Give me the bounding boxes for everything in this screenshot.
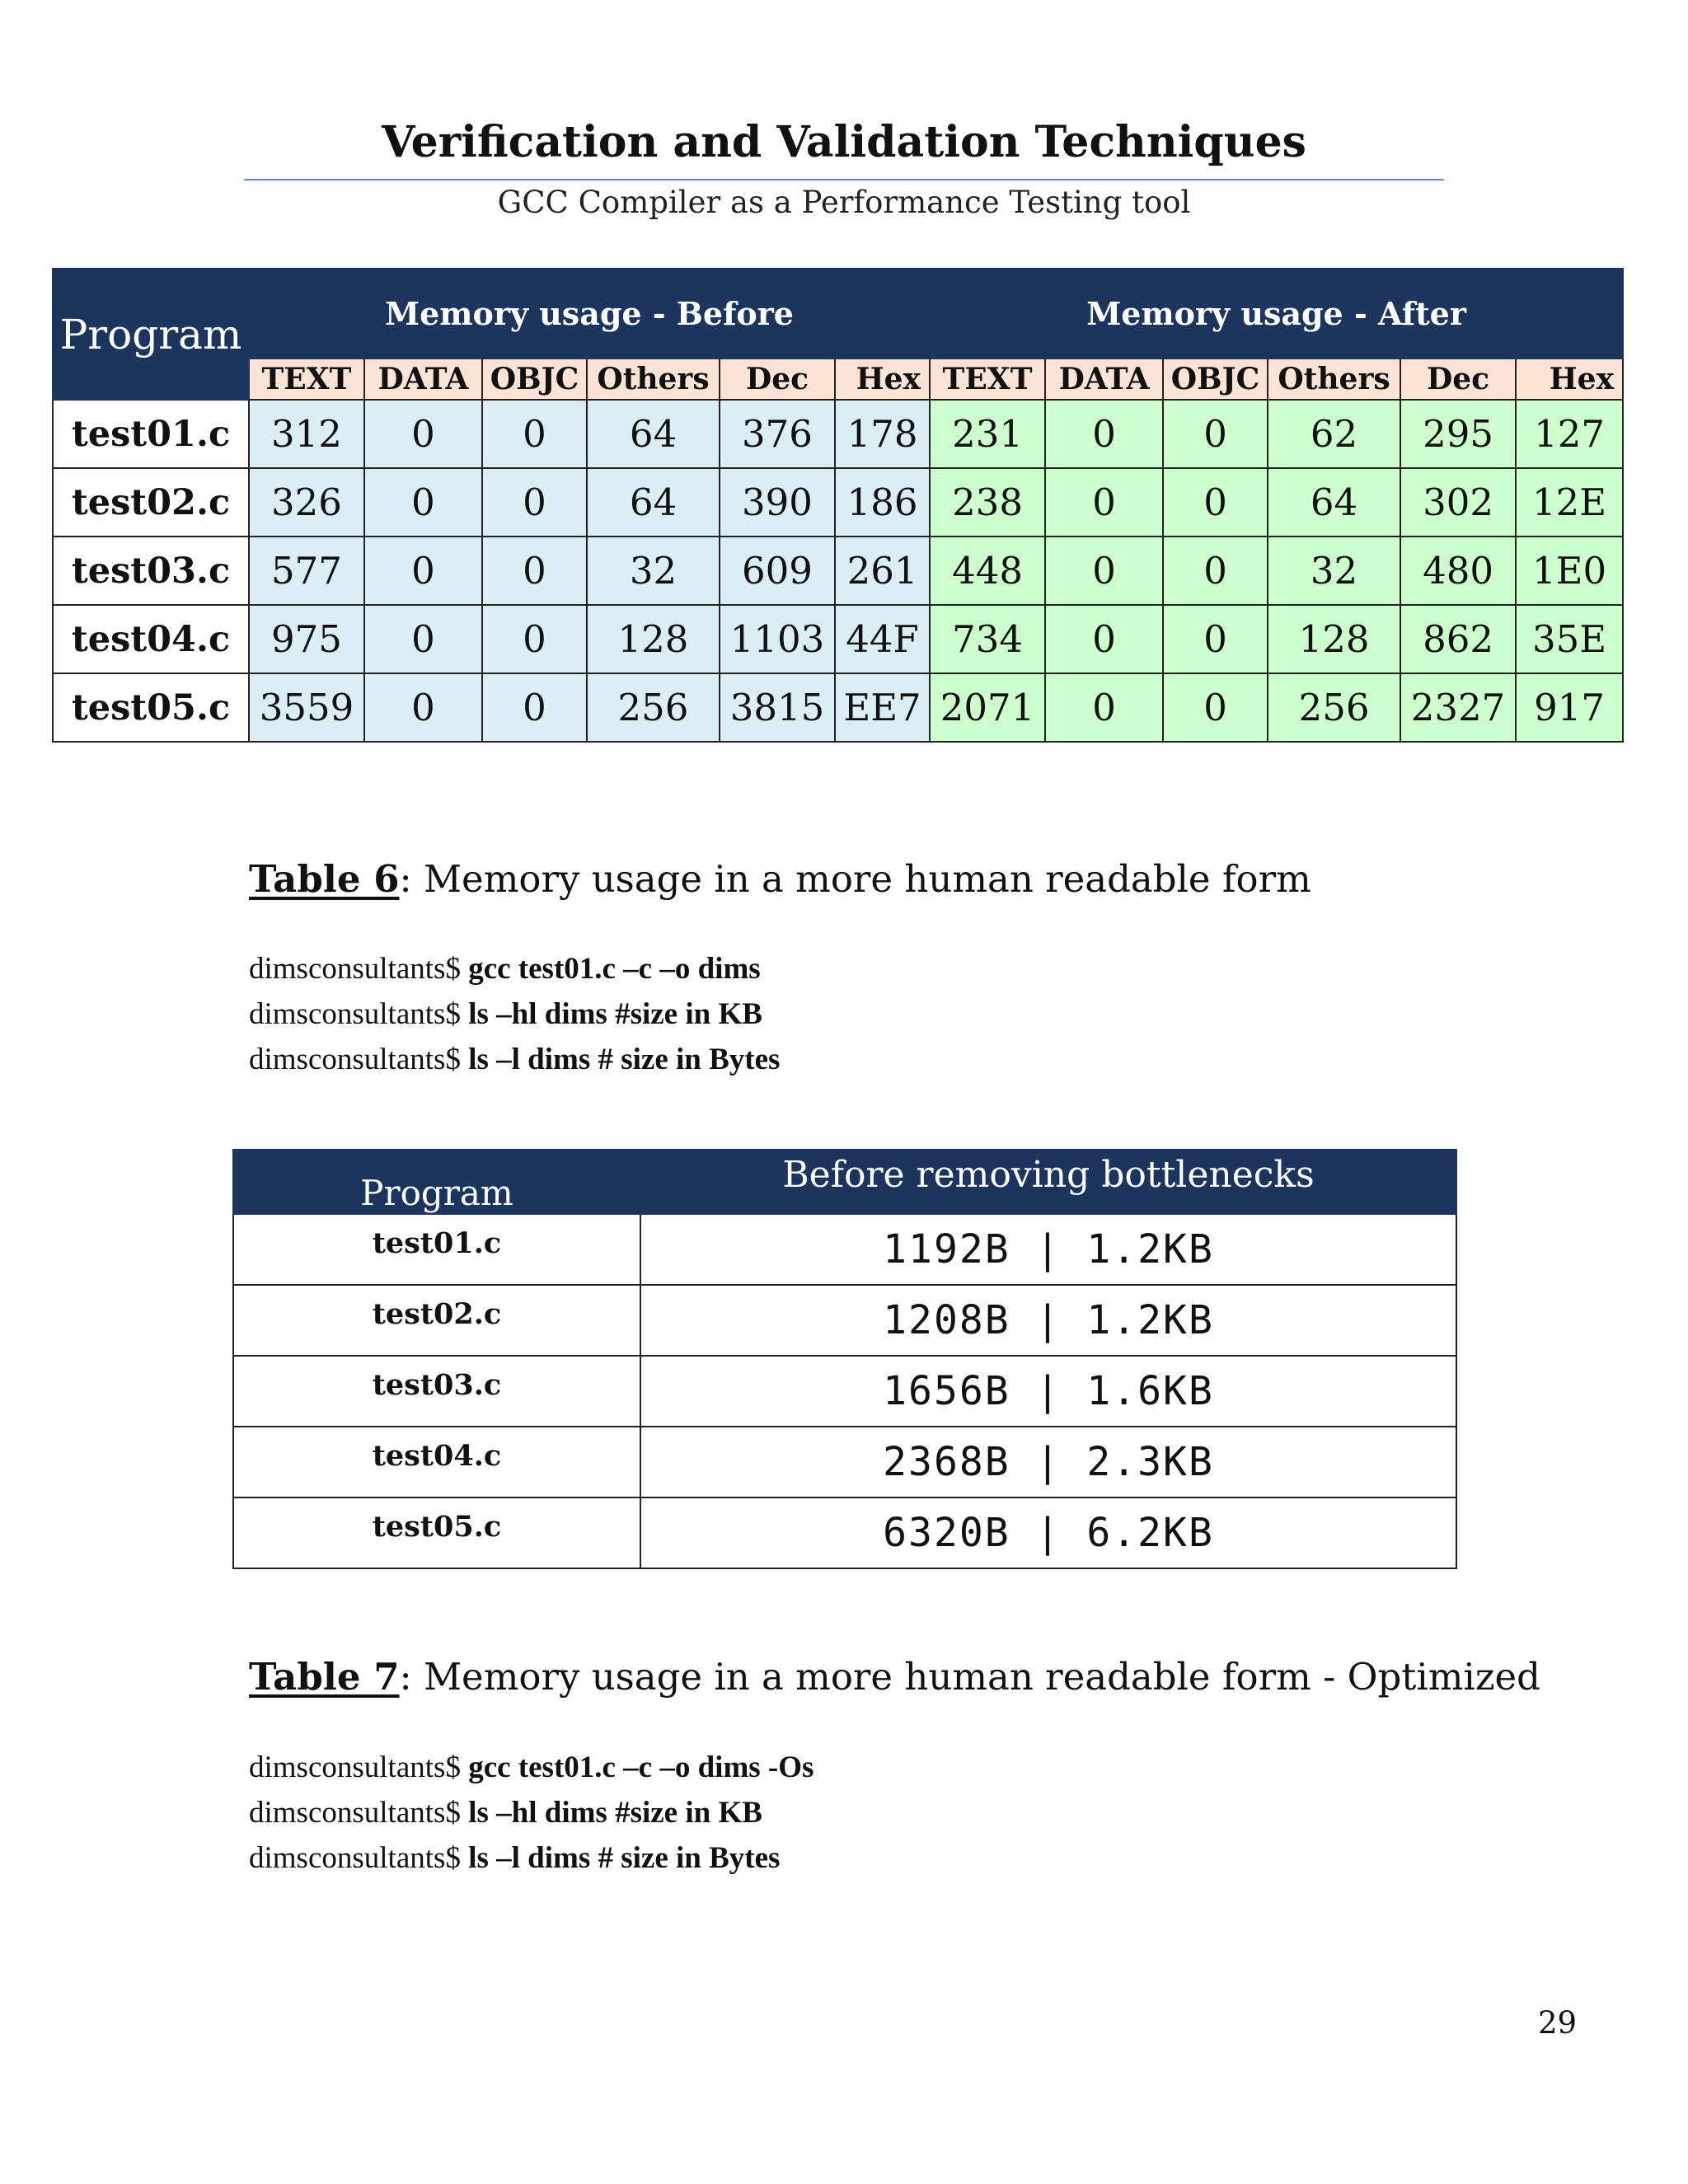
- program-name-cell: test02.c: [53, 468, 249, 537]
- before-value-cell: 312: [249, 400, 364, 468]
- before-value-cell: 0: [482, 673, 587, 742]
- column-header: Hex: [1516, 359, 1623, 400]
- column-header: DATA: [1045, 359, 1163, 400]
- column-header: Dec: [720, 359, 835, 400]
- after-value-cell: 0: [1045, 605, 1163, 673]
- after-value-cell: 0: [1045, 537, 1163, 605]
- program-name-cell: test05.c: [233, 1497, 640, 1568]
- before-value-cell: 0: [364, 605, 482, 673]
- before-value-cell: 376: [720, 400, 835, 468]
- before-value-cell: 178: [835, 400, 930, 468]
- before-value-cell: 0: [482, 537, 587, 605]
- after-value-cell: 35E: [1516, 605, 1623, 673]
- after-value-cell: 2071: [930, 673, 1045, 742]
- before-column-header: Before removing bottlenecks: [640, 1150, 1456, 1214]
- command-line: dimsconsultants$ ls –l dims # size in Bytes: [249, 1043, 781, 1076]
- page-title: Verification and Validation Techniques: [382, 117, 1306, 167]
- program-name-cell: test03.c: [53, 537, 249, 605]
- table-row: [53, 605, 1623, 673]
- command-line: dimsconsultants$ ls –hl dims #size in KB: [249, 997, 762, 1031]
- column-header: TEXT: [249, 359, 364, 400]
- table-row: [53, 400, 1623, 468]
- after-value-cell: 2327: [1400, 673, 1516, 742]
- page-number: 29: [1538, 2005, 1578, 2041]
- table-7-label: Table 7: [249, 1655, 400, 1699]
- before-value-cell: 0: [482, 468, 587, 537]
- before-value-cell: 0: [482, 400, 587, 468]
- table-row: [233, 1427, 1456, 1497]
- file-size-cell: 6320B | 6.2KB: [640, 1497, 1456, 1568]
- after-value-cell: 0: [1163, 468, 1268, 537]
- after-value-cell: 62: [1268, 400, 1400, 468]
- before-value-cell: EE7: [835, 673, 930, 742]
- after-value-cell: 1E0: [1516, 537, 1623, 605]
- after-group-header: Memory usage - After: [930, 269, 1623, 359]
- before-value-cell: 326: [249, 468, 364, 537]
- before-value-cell: 64: [587, 400, 720, 468]
- before-value-cell: 0: [364, 537, 482, 605]
- before-value-cell: 390: [720, 468, 835, 537]
- after-value-cell: 0: [1163, 400, 1268, 468]
- command-line: dimsconsultants$ gcc test01.c –c –o dims -Os: [249, 1750, 814, 1784]
- table-6-caption-text: : Memory usage in a more human readable form: [399, 857, 1311, 901]
- before-value-cell: 609: [720, 537, 835, 605]
- after-value-cell: 917: [1516, 673, 1623, 742]
- table-7-caption: [249, 1655, 1540, 1699]
- after-value-cell: 295: [1400, 400, 1516, 468]
- before-value-cell: 975: [249, 605, 364, 673]
- table-row: [53, 468, 1623, 537]
- before-group-header: Memory usage - Before: [249, 269, 930, 359]
- table-6-label: Table 6: [249, 857, 400, 901]
- before-value-cell: 0: [364, 468, 482, 537]
- file-size-table: [232, 1149, 1457, 1569]
- after-value-cell: 0: [1045, 468, 1163, 537]
- after-value-cell: 128: [1268, 605, 1400, 673]
- command-block-7: [249, 1745, 814, 1881]
- before-value-cell: 3559: [249, 673, 364, 742]
- after-value-cell: 256: [1268, 673, 1400, 742]
- program-name-cell: test04.c: [53, 605, 249, 673]
- column-header: OBJC: [482, 359, 587, 400]
- program-column-header: Program: [53, 269, 249, 400]
- after-value-cell: 238: [930, 468, 1045, 537]
- file-size-cell: 2368B | 2.3KB: [640, 1427, 1456, 1497]
- command-line: dimsconsultants$ gcc test01.c –c –o dims: [249, 952, 761, 986]
- column-header: Hex: [835, 359, 930, 400]
- program-name-cell: test01.c: [233, 1214, 640, 1285]
- after-value-cell: 127: [1516, 400, 1623, 468]
- table-6-caption: [249, 857, 1311, 901]
- column-header: Dec: [1400, 359, 1516, 400]
- column-header: Others: [1268, 359, 1400, 400]
- before-value-cell: 44F: [835, 605, 930, 673]
- command-line: dimsconsultants$ ls –hl dims #size in KB: [249, 1796, 762, 1830]
- table-row: [233, 1497, 1456, 1568]
- program-name-cell: test04.c: [233, 1427, 640, 1497]
- file-size-cell: 1656B | 1.6KB: [640, 1356, 1456, 1427]
- column-header: OBJC: [1163, 359, 1268, 400]
- before-value-cell: 0: [364, 673, 482, 742]
- after-value-cell: 0: [1045, 400, 1163, 468]
- before-value-cell: 256: [587, 673, 720, 742]
- table-row: [233, 1285, 1456, 1356]
- table-row: [53, 537, 1623, 605]
- after-value-cell: 0: [1163, 673, 1268, 742]
- after-value-cell: 734: [930, 605, 1045, 673]
- after-value-cell: 0: [1163, 605, 1268, 673]
- title-divider: [244, 179, 1444, 180]
- program-name-cell: test02.c: [233, 1285, 640, 1356]
- after-value-cell: 480: [1400, 537, 1516, 605]
- after-value-cell: 0: [1163, 537, 1268, 605]
- program-name-cell: test03.c: [233, 1356, 640, 1427]
- before-value-cell: 32: [587, 537, 720, 605]
- after-value-cell: 64: [1268, 468, 1400, 537]
- after-value-cell: 862: [1400, 605, 1516, 673]
- program-name-cell: test05.c: [53, 673, 249, 742]
- command-block-6: [249, 946, 780, 1082]
- before-value-cell: 1103: [720, 605, 835, 673]
- table-7-caption-text: : Memory usage in a more human readable form - Optimized: [399, 1655, 1540, 1699]
- before-value-cell: 64: [587, 468, 720, 537]
- program-name-cell: test01.c: [53, 400, 249, 468]
- column-header: TEXT: [930, 359, 1045, 400]
- before-value-cell: 186: [835, 468, 930, 537]
- before-value-cell: 3815: [720, 673, 835, 742]
- after-value-cell: 12E: [1516, 468, 1623, 537]
- after-value-cell: 302: [1400, 468, 1516, 537]
- after-value-cell: 448: [930, 537, 1045, 605]
- page-subtitle: GCC Compiler as a Performance Testing tool: [497, 185, 1191, 220]
- table-row: [233, 1214, 1456, 1285]
- file-size-cell: 1208B | 1.2KB: [640, 1285, 1456, 1356]
- file-size-cell: 1192B | 1.2KB: [640, 1214, 1456, 1285]
- command-line: dimsconsultants$ ls –l dims # size in Bytes: [249, 1841, 781, 1875]
- after-value-cell: 231: [930, 400, 1045, 468]
- program-column-header: Program: [233, 1150, 640, 1214]
- table-row: [233, 1356, 1456, 1427]
- before-value-cell: 577: [249, 537, 364, 605]
- column-header: Others: [587, 359, 720, 400]
- before-value-cell: 261: [835, 537, 930, 605]
- before-value-cell: 128: [587, 605, 720, 673]
- memory-usage-table: [52, 268, 1624, 743]
- after-value-cell: 0: [1045, 673, 1163, 742]
- before-value-cell: 0: [482, 605, 587, 673]
- table-row: [53, 673, 1623, 742]
- after-value-cell: 32: [1268, 537, 1400, 605]
- column-header: DATA: [364, 359, 482, 400]
- before-value-cell: 0: [364, 400, 482, 468]
